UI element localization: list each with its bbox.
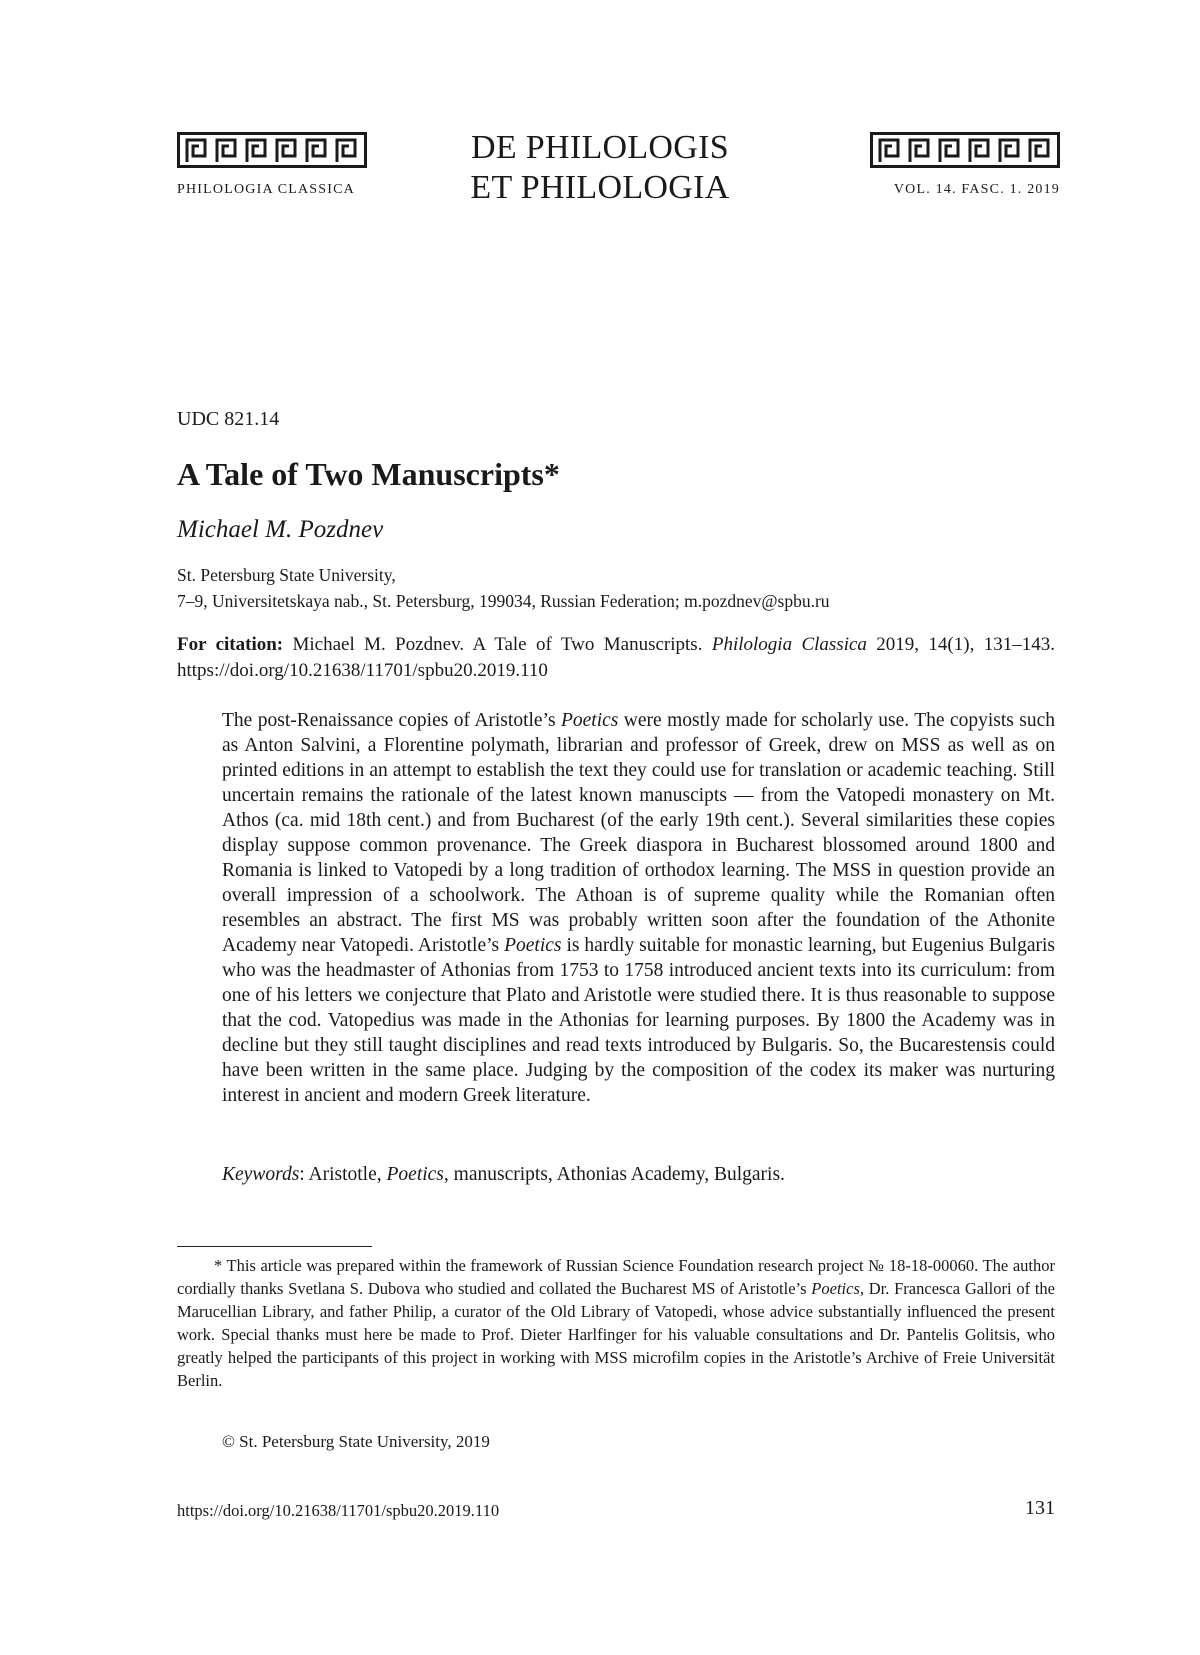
affiliation-line1: St. Petersburg State University, [177,565,396,585]
footnote-text-2: , Dr. Francesca Gallori of the Marucellian Library, and father Philip, a curator of the Old Library of Vatopedi, whose advice substantially influenced the present work. Special thanks must here be made to Prof. Dieter Harlfinger for his valuable consultations and Dr. Pantelis Golitsis, who greatly helped the participants of this project in working with MSS microfilm copies in the Aristotle’s Archive of Freie Universität Berlin. [177,1279,1055,1390]
keywords-label: Keywords [222,1164,300,1185]
abstract [222,708,1055,1108]
abstract-italic-1: Poetics [560,710,619,731]
footnote-italic: Poetics [811,1279,860,1298]
citation-text-before: Michael M. Pozdnev. A Tale of Two Manuscripts. [283,634,712,655]
meander-ornament-right [870,132,1060,168]
article-title: A Tale of Two Manuscripts* [177,456,560,492]
keywords-before: : Aristotle, [299,1164,387,1185]
affiliation [177,562,830,614]
copyright: © St. Petersburg State University, 2019 [222,1432,490,1451]
footnote-text-1: * This article was prepared within the framework of Russian Science Foundation research project № 18-18-00060. The author cordially thanks Svetlana S. Dubova who studied and collated the Bucharest MS of Aristotle’s [177,1256,1055,1298]
journal-title [430,128,770,208]
abstract-text-1: The post-Renaissance copies of Aristotle’s [222,710,561,731]
page-number: 131 [1025,1497,1055,1519]
volume-label: VOL. 14. FASC. 1. 2019 [893,182,1060,197]
citation [177,632,1055,684]
citation-label: For citation: [177,634,284,655]
journal-title-line2: ET PHILOLOGIA [470,169,730,206]
header-right [863,132,1060,198]
abstract-text-3: is hardly suitable for monastic learning, but Eugenius Bulgaris who was the headmaster of Athonias from 1753 to 1758 introduced ancient texts into its curriculum: from one of his letters we conjecture that Plato and Aristotle were studied there. It is thus reasonable to suppose that the cod. Vatopedius was made in the Athonias for learning purposes. By 1800 the Academy was in decline but they still taught disciplines and read texts introduced by Bulgaris. So, the Bucarestensis could have been written in the same place. Judging by the composition of the codex its maker was nurturing interest in ancient and modern Greek literature. [222,935,1056,1106]
citation-text-after: 2019, 14(1), 131–143. https://doi.org/10.21638/11701/spbu20.2019.110 [177,634,1055,681]
footer-doi-link[interactable]: https://doi.org/10.21638/11701/spbu20.2019.110 [177,1501,500,1520]
meander-ornament-left [177,132,367,168]
keywords-after: , manuscripts, Athonias Academy, Bulgaris. [443,1164,785,1185]
author-name: Michael M. Pozdnev [177,516,384,543]
series-label: PHILOLOGIA CLASSICA [177,182,355,197]
citation-journal: Philologia Classica [711,634,867,655]
keywords [222,1164,1055,1186]
header-left [177,132,372,198]
keywords-italic: Poetics [386,1164,444,1185]
journal-title-line1: DE PHILOLOGIS [471,129,729,166]
affiliation-line2: 7–9, Universitetskaya nab., St. Petersburg, 199034, Russian Federation; m.pozdnev@spbu.ru [177,591,830,611]
abstract-text-2: were mostly made for scholarly use. The copyists such as Anton Salvini, a Florentine polymath, librarian and professor of Greek, drew on MSS as well as on printed editions in an attempt to establish the text they could use for translation or academic teaching. Still uncertain remains the rationale of the latest known manuscipts — from the Vatopedi monastery on Mt. Athos (ca. mid 18th cent.) and from Bucharest (of the early 19th cent.). Several similarities these copies display suppose common provenance. The Greek diaspora in Bucharest blossomed around 1800 and Romania is linked to Vatopedi by a long tradition of orthodox learning. The MSS in question provide an overall impression of a schoolwork. The Athoan is of supreme quality while the Romanian often resembles an abstract. The first MS was probably written soon after the foundation of the Athonite Academy near Vatopedi. Aristotle’s [222,710,1055,956]
udc-code: UDC 821.14 [177,408,280,430]
abstract-italic-2: Poetics [504,935,562,956]
footnote-divider [177,1246,372,1247]
footnote [177,1254,1055,1392]
